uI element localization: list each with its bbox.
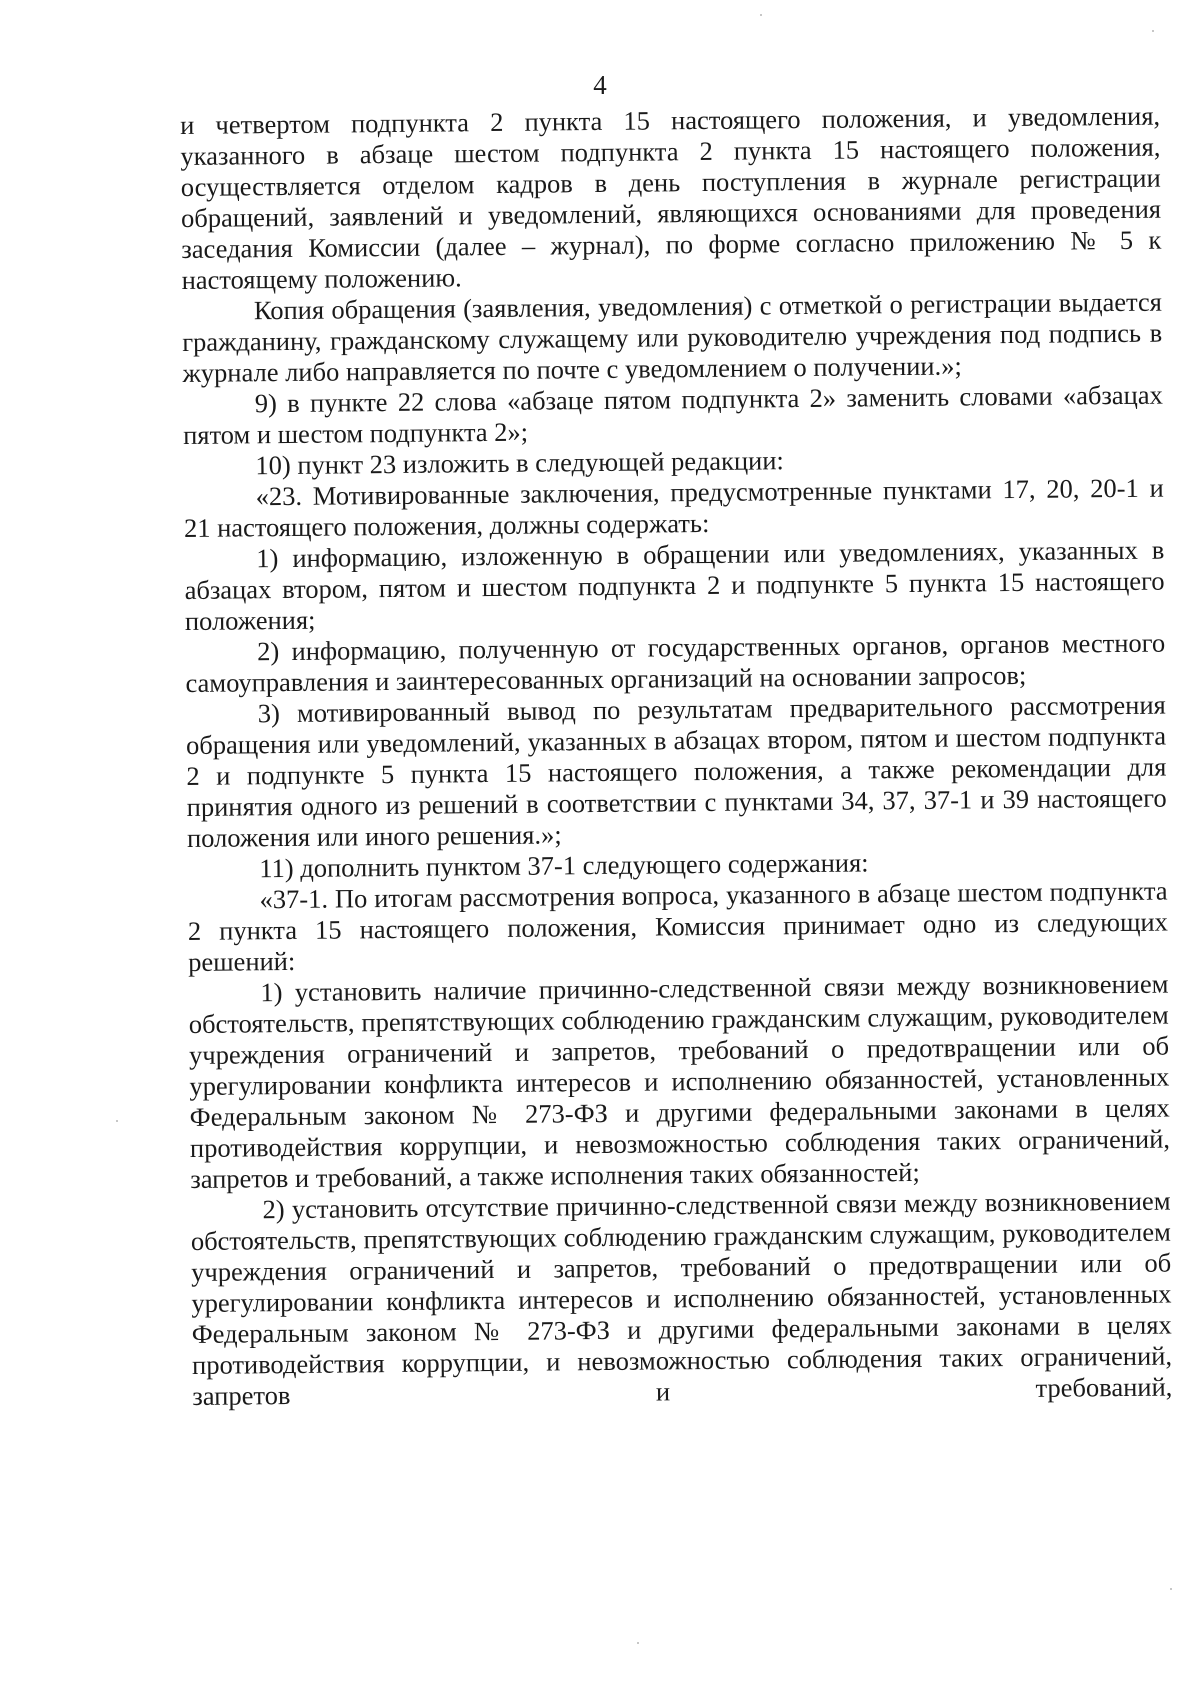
paragraph: 9) в пункте 22 слова «абзаце пятом подпункта 2» заменить словами «абзацах пятом и шестом подпункта 2»; (182, 379, 1163, 450)
paragraph: 1) информацию, изложенную в обращении или уведомлениях, указанных в абзацах втором, пятом и шестом подпункта 2 и подпункте 5 пункта 15 настоящего положения; (184, 534, 1165, 636)
paragraph: 11) дополнить пунктом 37-1 следующего содержания: (259, 847, 869, 884)
scan-speck (1152, 30, 1154, 32)
paragraph: и четвертом подпункта 2 пункта 15 настоящего положения, и уведомления, указанного в абзаце шестом подпункта 2 пункта 15 настоящего положения, осуществляется отделом кадров в день поступления в журнале регистрации обращений, заявлений и уведомлений, являющихся основаниями для проведения заседания Комиссии (далее – журнал), по форме согласно приложению № 5 к настоящему положению. (180, 100, 1162, 295)
paragraph: Копия обращения (заявления, уведомления) с отметкой о регистрации выдается гражданину, гражданскому служащему или руководителю учреждения под подпись в журнале либо направляется по почте с уведомлением о получении.»; (182, 286, 1163, 388)
scan-speck (116, 1120, 118, 1122)
document-body (180, 101, 1172, 1412)
page-number: 4 (593, 70, 607, 100)
paragraph: 2) информацию, полученную от государственных органов, органов местного самоуправления и заинтересованных организаций на основании запросов; (185, 627, 1166, 698)
scan-speck (637, 1642, 639, 1644)
paragraph: «37-1. По итогам рассмотрения вопроса, указанного в абзаце шестом подпункта 2 пункта 15 настоящего положения, Комиссия принимает одно из следующих решений: (187, 875, 1168, 977)
paragraph: 3) мотивированный вывод по результатам предварительного рассмотрения обращения или уведомлений, указанных в абзацах втором, пятом и шестом подпункта 2 и подпункте 5 пункта 15 настоящего положения, а также рекомендации для принятия одного из решений в соответствии с пунктами 34, 37, 37-1 и 39 настоящего положения или иного решения.»; (185, 689, 1167, 853)
paragraph: «23. Мотивированные заключения, предусмотренные пунктами 17, 20, 20-1 и 21 настоящего положения, должны содержать: (183, 472, 1164, 543)
paragraph: 1) установить наличие причинно-следственной связи между возникновением обстоятельств, препятствующих соблюдению гражданским служащим, руководителем учреждения ограничений и запретов, требований о предотвращении или об урегулировании конфликта интересов и исполнению обязанностей, установленных Федеральным законом № 273-ФЗ и другими федеральными законами в целях противодействия коррупции, и невозможностью соблюдения таких ограничений, запретов и требований, а также исполнения таких обязанностей; (188, 968, 1171, 1194)
paragraph: 2) установить отсутствие причинно-следственной связи между возникновением обстоятельств, препятствующих соблюдению гражданским служащим, руководителем учреждения ограничений и запретов, требований о предотвращении или об урегулировании конфликта интересов и исполнению обязанностей, установленных Федеральным законом № 273-ФЗ и другими федеральными законами в целях противодействия коррупции, и невозможностью соблюдения таких ограничений, запретов и требований, (190, 1185, 1173, 1411)
paragraph: 10) пункт 23 изложить в следующей редакции: (255, 445, 784, 481)
scan-speck (1170, 1588, 1172, 1590)
scan-speck (760, 14, 762, 16)
